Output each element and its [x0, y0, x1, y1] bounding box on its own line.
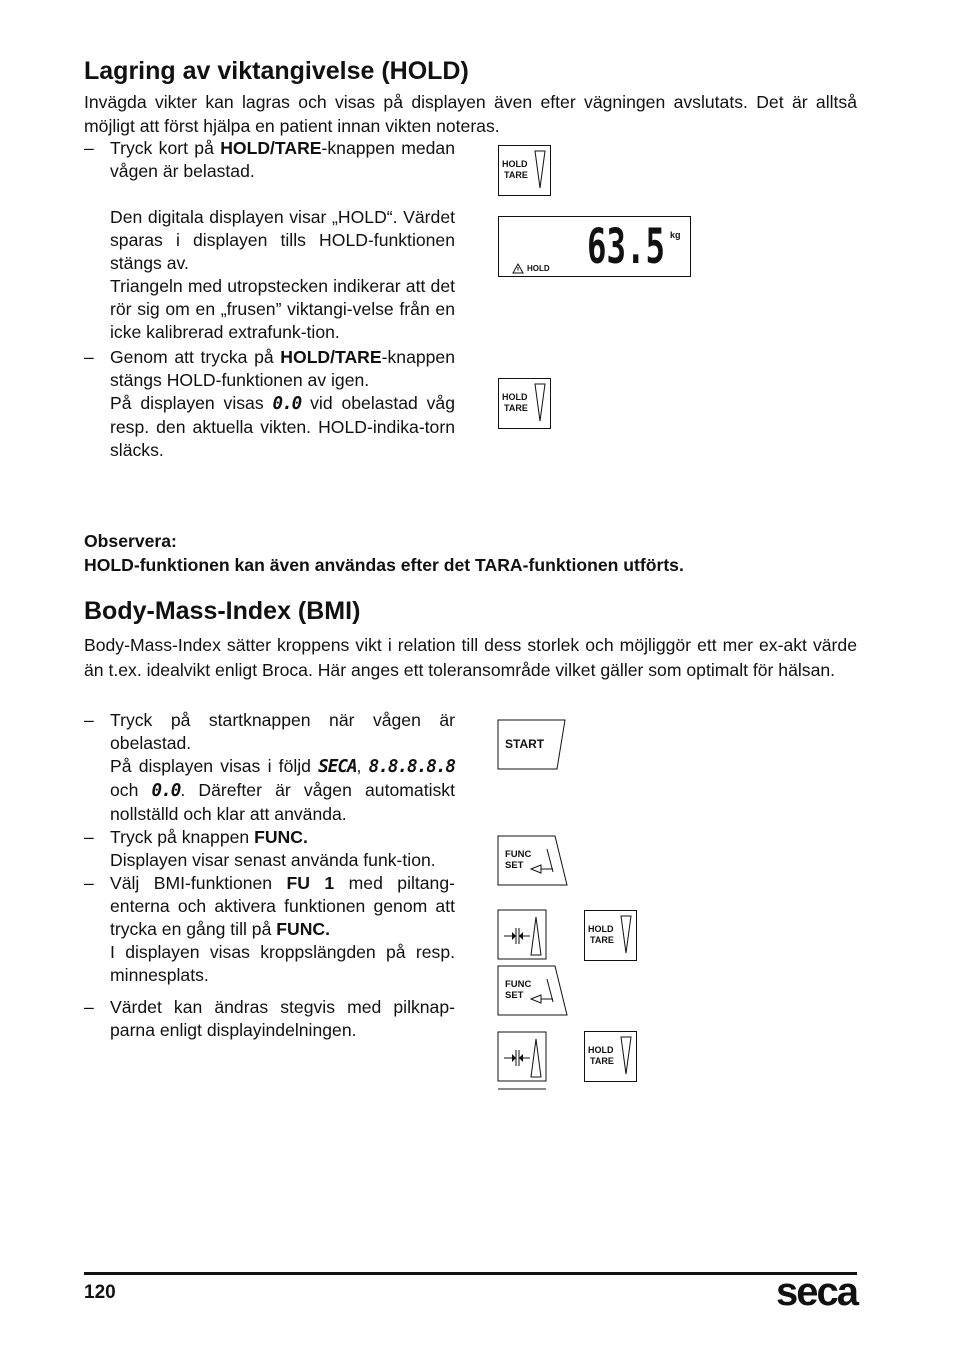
hold-key-label: HOLD	[502, 159, 528, 169]
list-item: – Välj BMI-funktionen FU 1 med piltang-enterna och aktivera funktionen genom att trycka en gång till på FUNC.	[84, 873, 455, 939]
list-item: – Tryck kort på HOLD/TARE-knappen medan vågen är belastad.	[84, 138, 455, 181]
page-number: 120	[84, 1282, 116, 1303]
down-triangle-icon	[534, 383, 546, 423]
hold-key-label: HOLD	[588, 1045, 614, 1055]
bmi-intro-text: Body-Mass-Index sätter kroppens vikt i relation till dess storlek och möjliggör ett mer ex-akt värde än t.ex. idealvikt enligt Broca. Här anges ett toleransområde vilket gäller som optimalt för hälsan.	[84, 635, 857, 680]
section-heading-hold: Lagring av viktangivelse (HOLD)	[84, 57, 469, 85]
seca-logo: seca	[776, 1270, 857, 1314]
note-title: Observera:	[84, 531, 177, 551]
lcd-zero-readout: 0.0	[151, 781, 181, 801]
hold-key-label: HOLD	[588, 924, 614, 934]
list-item: – Tryck på startknappen när vågen är obelastad.	[84, 710, 455, 753]
list-item-text: På displayen visas i följd SECA, 8.8.8.8.8 och 0.0. Därefter är vågen automatiskt nollställd och klar att använda.	[110, 756, 455, 824]
arrow-key	[497, 1031, 549, 1091]
list-item-text: Den digitala displayen visar „HOLD“. Värdet sparas i displayen tills HOLD-funktionen stängs av.	[110, 207, 455, 273]
warning-triangle-icon	[512, 263, 524, 274]
hold-intro-text: Invägda vikter kan lagras och visas på displayen även efter vägningen avslutats. Det är alltså möjligt att först hjälpa en patient innan vikten noteras.	[84, 92, 857, 136]
lcd-zero-readout: 0.0	[272, 394, 302, 414]
hold-tare-key	[584, 1031, 637, 1082]
lcd-digits	[585, 223, 667, 267]
unit-label: kg	[670, 230, 681, 240]
tare-key-label: TARE	[504, 403, 528, 413]
list-item-text: Displayen visar senast använda funk-tion.	[110, 850, 436, 870]
lcd-seca-readout: SECA	[318, 757, 357, 777]
hold-instructions	[84, 137, 455, 462]
footer-rule	[84, 1272, 857, 1275]
tare-key-label: TARE	[590, 1056, 614, 1066]
start-key-label: START	[505, 737, 545, 751]
lcd-weight-value: 63.5	[587, 223, 665, 267]
set-key-label: SET	[505, 990, 524, 1001]
hold-key-label: HOLD	[502, 392, 528, 402]
hold-indicator: HOLD	[527, 264, 550, 273]
down-triangle-icon	[620, 1036, 632, 1076]
note-text: HOLD-funktionen kan även användas efter det TARA-funktionen utförts.	[84, 555, 684, 575]
hold-tare-key	[498, 378, 551, 429]
hold-tare-key	[498, 145, 551, 196]
func-key-label: FUNC	[505, 979, 532, 990]
lcd-display	[498, 216, 691, 277]
tare-key-label: TARE	[590, 935, 614, 945]
bmi-instructions	[84, 709, 455, 1042]
section-heading-bmi: Body-Mass-Index (BMI)	[84, 597, 361, 625]
list-item: – Tryck på knappen FUNC.	[84, 827, 308, 847]
lcd-test-readout: 8.8.8.8.8	[368, 757, 455, 777]
func-key-label: FUNC	[505, 849, 532, 860]
list-item: – Genom att trycka på HOLD/TARE-knappen stängs HOLD-funktionen av igen.	[84, 347, 455, 390]
set-key-label: SET	[505, 860, 524, 871]
hold-tare-key	[584, 910, 637, 961]
down-triangle-icon	[620, 915, 632, 955]
down-triangle-icon	[534, 150, 546, 190]
list-item-text: I displayen visas kroppslängden på resp. minnesplats.	[110, 942, 455, 985]
list-item-text: Triangeln med utropstecken indikerar att det rör sig om en „frusen” viktangi-velse från en icke kalibrerad extrafunk-tion.	[110, 276, 455, 342]
list-item: – Värdet kan ändras stegvis med pilknap-parna enligt displayindelningen.	[84, 997, 455, 1040]
list-item-text: På displayen visas 0.0 vid obelastad våg resp. den aktuella vikten. HOLD-indika-torn släcks.	[110, 393, 455, 460]
tare-key-label: TARE	[504, 170, 528, 180]
arrow-key	[497, 909, 549, 961]
